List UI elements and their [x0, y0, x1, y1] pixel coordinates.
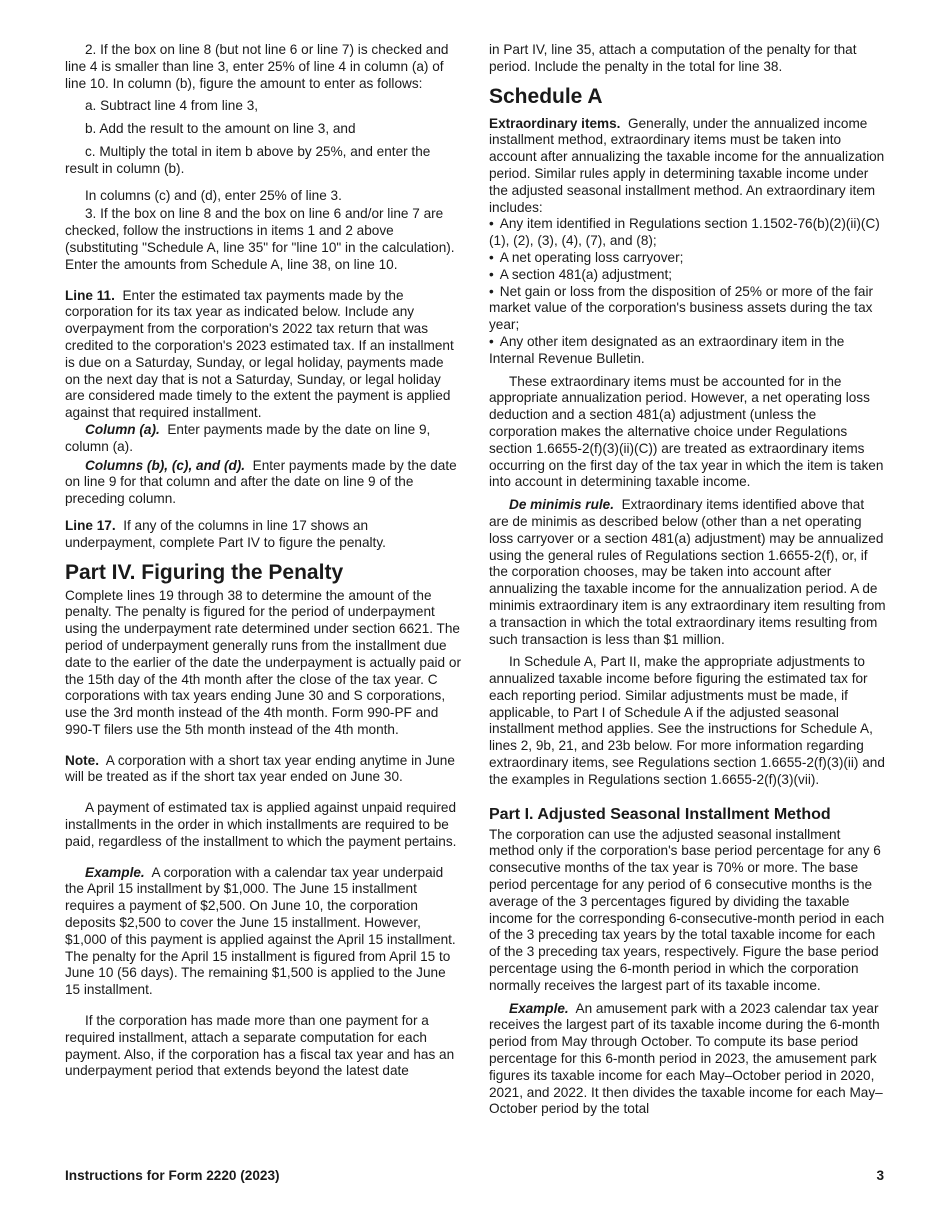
extraordinary-items-paragraph: [489, 116, 886, 217]
item-2a: a. Subtract line 4 from line 3,: [85, 98, 259, 114]
these-items-paragraph: These extraordinary items must be accounted for in the appropriate annualization period. However, a net operating loss deduction and a section 481(a) adjustment (unless the corporation makes the alternative choice under Regulations section 1.6655-2(f)(3)(ii)(C)) are treated as extraordinary items occurring on the first day of the tax year in which the item is taken into account in determining taxable income.: [489, 373, 884, 490]
continued-paragraph: in Part IV, line 35, attach a computation of the penalty for that period. Include the penalty in the total for line 38.: [489, 42, 857, 74]
extraordinary-items-list: [489, 216, 886, 367]
columns-bcd-paragraph: [65, 458, 462, 508]
footer-title: Instructions for Form 2220 (2023): [65, 1168, 280, 1183]
extraordinary-items-text: Generally, under the annualized income installment method, extraordinary items must be taken into account after annualizing the taxable income for the annualization period. Similar rules apply in determining taxable income under the adjusted seasonal installment method. An extraordinary item includes:: [489, 115, 885, 215]
line-11-label: Line 11.: [65, 287, 115, 303]
de-minimis-text: Extraordinary items identified above that are de minimis as described below (other than a net operating loss carryover or a section 481(a) adjustment) may be annualized using the general rules of Regulations section 1.6655-2(f), or, if the corporation chooses, may be taken into account after annualizing the taxable income for the annualization period. A de minimis extraordinary item is any extraordinary item resulting from a transaction in which the total extraordinary items resulting from such transaction is less than $1 million.: [489, 497, 886, 647]
list-item: • Any other item designated as an extraordinary item in the Internal Revenue Bulletin.: [489, 334, 886, 368]
amusement-park-example-paragraph: [489, 1001, 886, 1119]
item-2-paragraph: 2. If the box on line 8 (but not line 6 or line 7) is checked and line 4 is smaller than line 3, enter 25% of line 4 in column (a) of line 10. In column (b), figure the amount to enter as follows:: [65, 42, 449, 91]
list-item: • A section 481(a) adjustment;: [489, 267, 886, 284]
list-item: • Net gain or loss from the disposition of 25% or more of the fair market value of the corporation's business assets during the tax year;: [489, 284, 886, 334]
item-2c: c. Multiply the total in item b above by 25%, and enter the result in column (b).: [65, 143, 431, 176]
note-paragraph: [65, 753, 462, 787]
columns-c-d-paragraph: In columns (c) and (d), enter 25% of line 3.: [85, 187, 342, 203]
columns-bcd-label: Columns (b), (c), and (d).: [85, 457, 246, 473]
line-17-text: If any of the columns in line 17 shows an underpayment, complete Part IV to figure the penalty.: [65, 517, 386, 550]
line-11-paragraph: [65, 288, 462, 422]
de-minimis-label: De minimis rule.: [509, 497, 615, 513]
column-a-text: Enter payments made by the date on line 9, column (a).: [65, 421, 431, 454]
note-text: A corporation with a short tax year ending anytime in June will be treated as if the short tax year ended on June 30.: [65, 752, 455, 785]
extraordinary-items-label: Extraordinary items.: [489, 115, 621, 131]
example-text: A corporation with a calendar tax year underpaid the April 15 installment by $1,000. The June 15 installment requires a payment of $2,500. On June 10, the corporation deposits $2,500 to cover the June 15 installment. However, $1,000 of this payment is applied against the April 15 installment. The penalty for the April 15 installment is figured from April 15 to June 10 (56 days). The remaining $1,500 is applied to the June 15 installment.: [65, 864, 456, 998]
line-17-label: Line 17.: [65, 517, 116, 533]
part-iv-paragraph: Complete lines 19 through 38 to determine the amount of the penalty. The penalty is figured for the period of underpayment using the underpayment rate determined under section 6621. The period of underpayment generally runs from the installment due date to the earlier of the date the underpayment is actually paid or the 15th day of the 4th month after the close of the tax year. C corporations with tax years ending June 30 and S corporations, use the 3rd month instead of the 4th month. Form 990-PF and 990-T filers use the 5th month instead of the 4th month.: [65, 587, 461, 737]
columns-bcd-text: Enter payments made by the date on line 9 for that column and after the date on line 9 of the preceding column.: [65, 457, 457, 507]
list-item: • A net operating loss carryover;: [489, 250, 886, 267]
line-17-paragraph: [65, 518, 462, 552]
example-label: Example.: [85, 864, 145, 880]
item-3-paragraph: 3. If the box on line 8 and the box on line 6 and/or line 7 are checked, follow the instructions in items 1 and 2 above (substituting "Schedule A, line 35" for "line 10" in the calculation). Enter the amounts from Schedule A, line 38, on line 10.: [65, 206, 455, 272]
column-a-label: Column (a).: [85, 421, 160, 437]
page-number: 3: [876, 1168, 884, 1183]
part-iv-heading: Part IV. Figuring the Penalty: [65, 560, 344, 584]
payment-paragraph: A payment of estimated tax is applied against unpaid required installments in the order in which installments are required to be paid, regardless of the installment to which the payment pertains.: [65, 800, 457, 849]
example-paragraph: [65, 865, 462, 999]
line-11-text: Enter the estimated tax payments made by the corporation for its tax year as indicated below. Include any overpayment from the corporation's 2022 tax return that was credited to the corporation's 2023 estimated tax. If an installment is due on a Saturday, Sunday, or legal holiday, payments made on the next day that is not a Saturday, Sunday, or legal holiday are considered made timely to the extent the payment is applied against that required installment.: [65, 287, 454, 421]
left-column: [65, 42, 462, 1080]
schedule-a-heading: Schedule A: [489, 84, 603, 108]
item-2b: b. Add the result to the amount on line 3, and: [85, 121, 356, 137]
schedule-a-adjustments-paragraph: In Schedule A, Part II, make the appropriate adjustments to annualized taxable income before figuring the estimated tax for each reporting period. Similar adjustments must be made, if applicable, to Part I of Schedule A if the adjusted seasonal installment method applies. See the instructions for Schedule A, lines 2, 9b, 21, and 23b below. For more information regarding extraordinary items, see Regulations section 1.6655-2(f)(3)(ii) and the examples in Regulations section 1.6655-2(f)(3)(vii).: [489, 654, 885, 787]
right-column: [489, 42, 886, 1118]
part-i-heading: Part I. Adjusted Seasonal Installment Method: [489, 805, 831, 823]
part-i-paragraph: The corporation can use the adjusted seasonal installment method only if the corporation's base period percentage for any 6 consecutive months of the tax year is 70% or more. The base period percentage for any period of 6 consecutive months is the average of the 3 percentages figured by dividing the taxable income for the corresponding 6-consecutive-month period in each of the 3 preceding tax years by the total taxable income for each of the 3 preceding tax years, respectively. Figure the base period percentage using the 6-month period in which the corporation normally receives the largest part of its taxable income.: [489, 826, 885, 993]
column-a-paragraph: [65, 422, 462, 456]
list-item: • Any item identified in Regulations section 1.1502-76(b)(2)(ii)(C)(1), (2), (3), (4), (7), and (8);: [489, 216, 886, 250]
note-label: Note.: [65, 752, 99, 768]
de-minimis-paragraph: [489, 497, 886, 648]
example-label: Example.: [509, 1000, 569, 1016]
example-text: An amusement park with a 2023 calendar tax year receives the largest part of its taxable income during the 6-month period from May through October. To compute its base period percentage for this 6-month period in 2023, the amusement park figures its taxable income for each May–October period in 2020, 2021, and 2022. It then divides the taxable income for each May–October period by the total: [489, 1000, 883, 1117]
multiple-payments-paragraph: If the corporation has made more than one payment for a required installment, attach a separate computation for each payment. Also, if the corporation has a fiscal tax year and has an underpayment period that extends beyond the latest date: [65, 1013, 455, 1079]
